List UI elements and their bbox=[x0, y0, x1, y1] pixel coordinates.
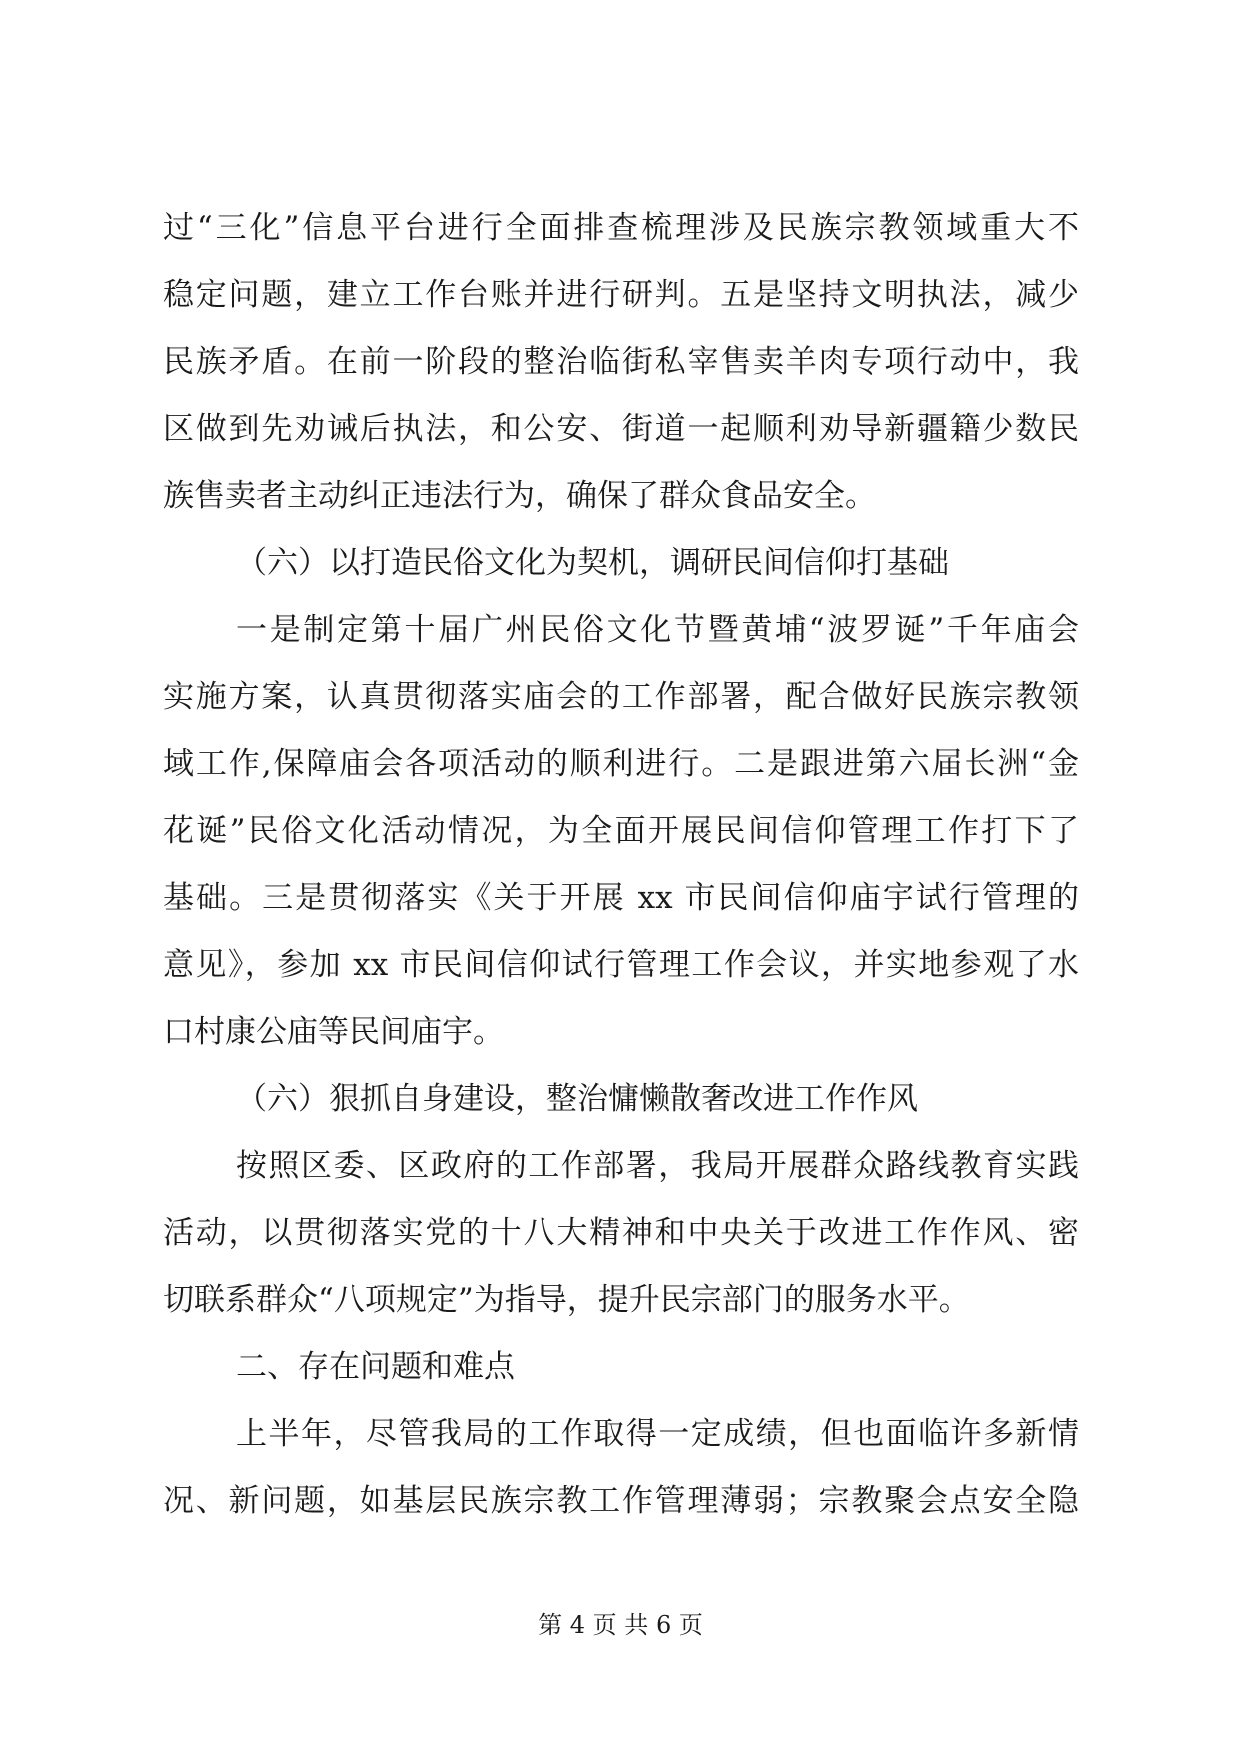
text-line: 过“三化”信息平台进行全面排查梳理涉及民族宗教领域重大不 bbox=[163, 210, 1079, 246]
text-line: 意见》，参加 xx 市民间信仰试行管理工作会议，并实地参观了水 bbox=[163, 947, 1079, 983]
text-line: 况、新问题，如基层民族宗教工作管理薄弱；宗教聚会点安全隐 bbox=[163, 1483, 1079, 1519]
text-line: 基础。三是贯彻落实《关于开展 xx 市民间信仰庙宇试行管理的 bbox=[163, 880, 1079, 916]
section-heading: （六）狠抓自身建设，整治慵懒散奢改进工作作风 bbox=[236, 1081, 918, 1117]
text-line: 花诞”民俗文化活动情况，为全面开展民间信仰管理工作打下了 bbox=[163, 813, 1079, 849]
text-line: 民族矛盾。在前一阶段的整治临街私宰售卖羊肉专项行动中，我 bbox=[163, 344, 1079, 380]
text-line: 域工作,保障庙会各项活动的顺利进行。二是跟进第六届长洲“金 bbox=[163, 746, 1079, 782]
section-heading: 二、存在问题和难点 bbox=[236, 1349, 515, 1385]
text-line: 一是制定第十届广州民俗文化节暨黄埔“波罗诞”千年庙会 bbox=[236, 612, 1079, 648]
text-line: 切联系群众“八项规定”为指导，提升民宗部门的服务水平。 bbox=[163, 1282, 970, 1318]
text-line: 族售卖者主动纠正违法行为，确保了群众食品安全。 bbox=[163, 478, 876, 514]
text-line: 活动，以贯彻落实党的十八大精神和中央关于改进工作作风、密 bbox=[163, 1215, 1079, 1251]
text-line: 按照区委、区政府的工作部署，我局开展群众路线教育实践 bbox=[236, 1148, 1079, 1184]
text-line: 稳定问题，建立工作台账并进行研判。五是坚持文明执法，减少 bbox=[163, 277, 1079, 313]
text-line: 实施方案，认真贯彻落实庙会的工作部署，配合做好民族宗教领 bbox=[163, 679, 1079, 715]
text-line: 口村康公庙等民间庙宇。 bbox=[163, 1014, 504, 1050]
text-line: 上半年，尽管我局的工作取得一定成绩，但也面临许多新情 bbox=[236, 1416, 1079, 1452]
page-number-footer: 第 4 页 共 6 页 bbox=[538, 1611, 703, 1639]
section-heading: （六）以打造民俗文化为契机，调研民间信仰打基础 bbox=[236, 545, 949, 581]
text-line: 区做到先劝诫后执法，和公安、街道一起顺利劝导新疆籍少数民 bbox=[163, 411, 1079, 447]
